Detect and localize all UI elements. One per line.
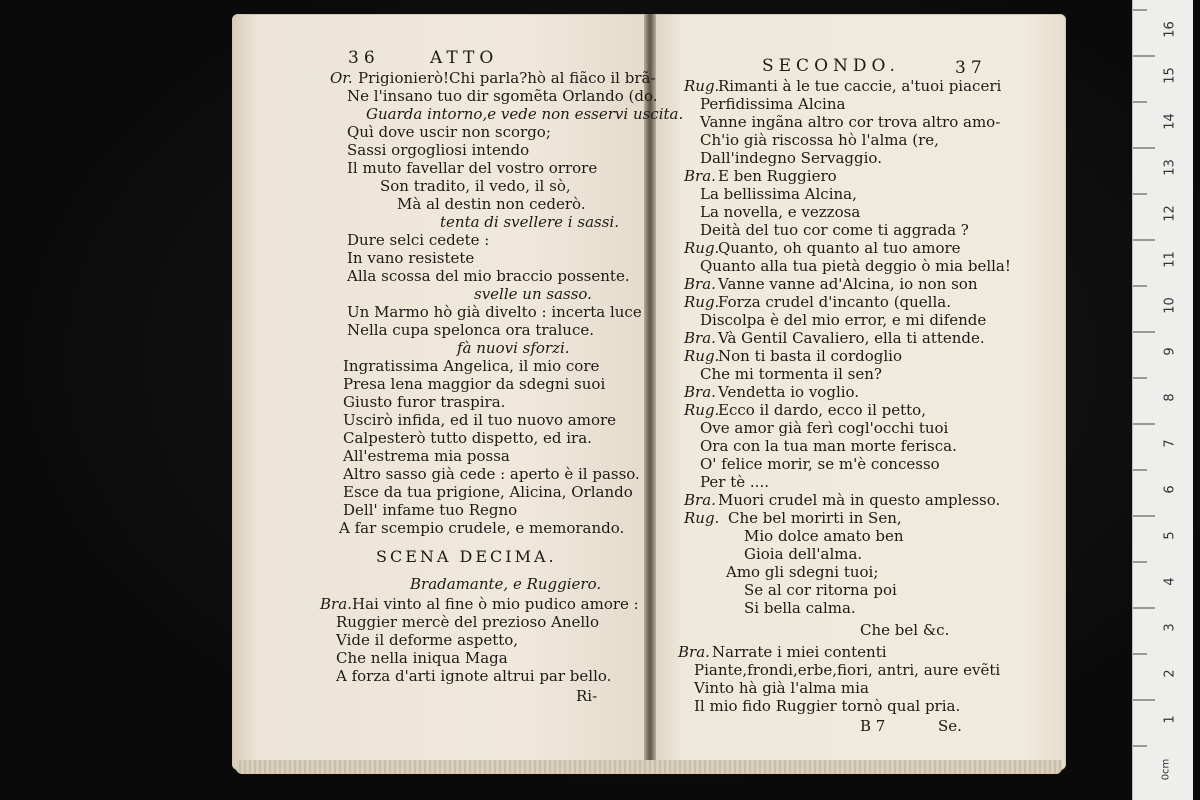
verse-line: Quanto, oh quanto al tuo amore xyxy=(718,239,961,257)
ruler-number: 10 xyxy=(1162,297,1178,314)
verse-line: Sassi orgogliosi intendo xyxy=(347,141,530,159)
speaker-label: Rug. xyxy=(684,509,720,527)
verse-line: Presa lena maggior da sdegni suoi xyxy=(343,375,606,393)
speaker-label: Rug. xyxy=(684,77,720,95)
verse-line: Vanne vanne ad'Alcina, io non son xyxy=(718,275,978,293)
verse-line: Son tradito, il vedo, il sò, xyxy=(380,177,571,195)
ruler-number: 3 xyxy=(1162,623,1178,632)
verse-line: Ove amor già ferì cogl'occhi tuoi xyxy=(700,419,949,437)
speaker-label: Or. xyxy=(330,69,353,87)
speaker-label: Bra. xyxy=(684,275,716,293)
stage-direction: tenta di svellere i sassi. xyxy=(440,213,619,231)
ruler-number: 5 xyxy=(1162,531,1178,540)
verse-line: Giusto furor traspira. xyxy=(343,393,506,411)
verse-line: Esce da tua prigione, Alicina, Orlando xyxy=(343,483,633,501)
verse-line: All'estrema mia possa xyxy=(343,447,510,465)
stage-direction: fà nuovi sforzi. xyxy=(457,339,570,357)
stage-direction: Guarda intorno,e vede non esservi uscita. xyxy=(366,105,684,123)
verse-line: Ecco il dardo, ecco il petto, xyxy=(718,401,926,419)
verse-line: Muori crudel mà in questo amplesso. xyxy=(718,491,1001,509)
ruler-number: 14 xyxy=(1162,113,1178,130)
verse-line: Và Gentil Cavaliero, ella ti attende. xyxy=(718,329,985,347)
verse-line: Se al cor ritorna poi xyxy=(744,581,897,599)
ruler-number: 4 xyxy=(1162,577,1178,586)
left-page-header: ATTO xyxy=(430,48,499,68)
verse-line: Un Marmo hò già divelto : incerta luce xyxy=(347,303,642,321)
catchword: Ri- xyxy=(576,687,598,705)
verse-line: Mà al destin non cederò. xyxy=(397,195,586,213)
signature-mark: B 7 xyxy=(860,717,886,735)
verse-line: Che mi tormenta il sen? xyxy=(700,365,882,383)
verse-line: Rimanti à le tue caccie, a'tuoi piaceri xyxy=(718,77,1002,95)
verse-line: Il mio fido Ruggier tornò qual pria. xyxy=(694,697,961,715)
verse-line: Ne l'insano tuo dir sgomẽta Orlando (do. xyxy=(347,87,658,105)
verse-line: In vano resistete xyxy=(347,249,475,267)
verse-line: Il muto favellar del vostro orrore xyxy=(347,159,598,177)
verse-line: Quì dove uscir non scorgo; xyxy=(347,123,551,141)
verse-line: Ingratissima Angelica, il mio core xyxy=(343,357,600,375)
ruler-number: 11 xyxy=(1162,251,1178,268)
verse-line: A forza d'arti ignote altrui par bello. xyxy=(336,667,612,685)
verse-line: Ch'io già riscossa hò l'alma (re, xyxy=(700,131,939,149)
verse-line: Forza crudel d'incanto (quella. xyxy=(718,293,951,311)
verse-line: Hai vinto al fine ò mio pudico amore : xyxy=(352,595,639,613)
speaker-label: Rug. xyxy=(684,293,720,311)
verse-line: Calpesterò tutto dispetto, ed ira. xyxy=(343,429,592,447)
stage-direction: svelle un sasso. xyxy=(474,285,592,303)
verse-line: Mio dolce amato ben xyxy=(744,527,904,545)
verse-line: Dure selci cedete : xyxy=(347,231,490,249)
verse-line: Alla scossa del mio braccio possente. xyxy=(347,267,630,285)
book-gutter xyxy=(644,14,656,770)
ruler-number: 2 xyxy=(1162,669,1178,678)
verse-line: Narrate i miei contenti xyxy=(712,643,887,661)
right-page-header: SECONDO. xyxy=(762,56,900,76)
speaker-label: Rug. xyxy=(684,239,720,257)
verse-line: Perfidissima Alcina xyxy=(700,95,846,113)
verse-line: Non ti basta il cordoglio xyxy=(718,347,902,365)
catchword: Se. xyxy=(938,717,962,735)
verse-line: Vendetta io voglio. xyxy=(718,383,860,401)
speaker-label: Rug. xyxy=(684,347,720,365)
ruler-number: 6 xyxy=(1162,485,1178,494)
verse-line: Ruggier mercè del prezioso Anello xyxy=(336,613,600,631)
verse-line: Deità del tuo cor come ti aggrada ? xyxy=(700,221,969,239)
verse-line: Ora con la tua man morte ferisca. xyxy=(700,437,957,455)
verse-line: Uscirò infida, ed il tuo nuovo amore xyxy=(343,411,617,429)
speaker-label: Bra. xyxy=(684,383,716,401)
verse-line: Piante,frondi,erbe,fiori, antri, aure evẽti xyxy=(694,661,1001,679)
verse-line: Per tè .... xyxy=(700,473,769,491)
verse-line: Dall'indegno Servaggio. xyxy=(700,149,882,167)
verse-line: E ben Ruggiero xyxy=(718,167,837,185)
ruler-number: 8 xyxy=(1162,393,1178,402)
verse-line: Dell' infame tuo Regno xyxy=(343,501,518,519)
ruler-number: 13 xyxy=(1162,159,1178,176)
left-page-number: 36 xyxy=(348,48,380,68)
speaker-label: Bra. xyxy=(684,329,716,347)
verse-line: La novella, e vezzosa xyxy=(700,203,861,221)
verse-line: Si bella calma. xyxy=(744,599,856,617)
ruler-number: 9 xyxy=(1162,347,1178,356)
verse-line: Vanne ingãna altro cor trova altro amo- xyxy=(700,113,1001,131)
verse-line: Vide il deforme aspetto, xyxy=(336,631,519,649)
verse-line: Che bel morirti in Sen, xyxy=(728,509,902,527)
verse-line: O' felice morir, se m'è concesso xyxy=(700,455,940,473)
speaker-label: Rug. xyxy=(684,401,720,419)
ruler-number: 15 xyxy=(1162,67,1178,84)
speaker-label: Bra. xyxy=(320,595,352,613)
refrain-cue: Che bel &c. xyxy=(860,621,950,639)
verse-line: Vinto hà già l'alma mia xyxy=(694,679,869,697)
scene-heading: SCENA DECIMA. xyxy=(376,547,557,566)
ruler-unit: 0cm xyxy=(1160,758,1172,781)
verse-line: Nella cupa spelonca ora traluce. xyxy=(347,321,595,339)
verse-line: La bellissima Alcina, xyxy=(700,185,857,203)
speaker-label: Bra. xyxy=(684,491,716,509)
ruler-number: 7 xyxy=(1162,439,1178,448)
verse-line: Amo gli sdegni tuoi; xyxy=(726,563,879,581)
verse-line: A far scempio crudele, e memorando. xyxy=(339,519,625,537)
verse-line: Prigionierò!Chi parla?hò al fiãco il brã- xyxy=(358,69,656,87)
page-edges xyxy=(236,760,1062,774)
right-page-number: 37 xyxy=(955,58,987,78)
scene-characters: Bradamante, e Ruggiero. xyxy=(410,575,602,593)
verse-line: Quanto alla tua pietà deggio ò mia bella! xyxy=(700,257,1011,275)
verse-line: Gioia dell'alma. xyxy=(744,545,863,563)
verse-line: Altro sasso già cede : aperto è il passo. xyxy=(343,465,640,483)
ruler-number: 1 xyxy=(1162,715,1178,724)
speaker-label: Bra. xyxy=(678,643,710,661)
verse-line: Discolpa è del mio error, e mi difende xyxy=(700,311,987,329)
ruler-number: 12 xyxy=(1162,205,1178,222)
measuring-ruler xyxy=(1132,0,1193,800)
ruler-number: 16 xyxy=(1162,21,1178,38)
speaker-label: Bra. xyxy=(684,167,716,185)
verse-line: Che nella iniqua Maga xyxy=(336,649,508,667)
